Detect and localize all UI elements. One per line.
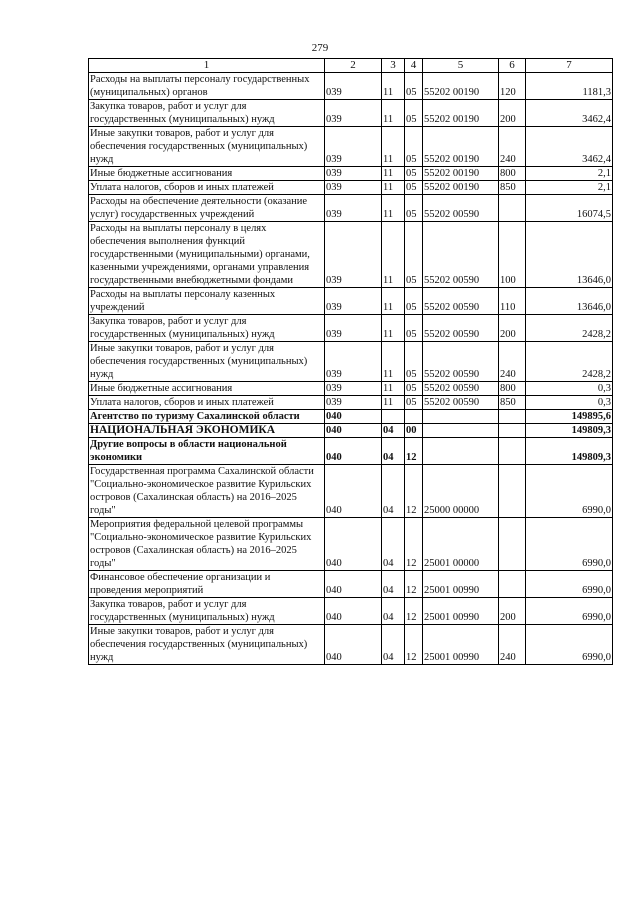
target-item-code: [423, 424, 499, 438]
column-header: 6: [499, 59, 526, 73]
subsection-code: 05: [405, 396, 423, 410]
amount-value: 2,1: [526, 167, 613, 181]
row-description: Расходы на выплаты персоналу в целях обеспечения выполнения функций государственными (муниципальными) органами, казенными учреждениями, органами управления государственными внебюджетными фондами: [89, 222, 325, 288]
table-row: [89, 382, 613, 396]
department-code: 039: [325, 181, 382, 195]
amount-value: 2428,2: [526, 342, 613, 382]
amount-value: 13646,0: [526, 222, 613, 288]
table-row: [89, 342, 613, 382]
row-description: Мероприятия федеральной целевой программы "Социально-экономическое развитие Курильских островов (Сахалинская область) на 2016–2025 годы": [89, 518, 325, 571]
target-item-code: 25001 00990: [423, 625, 499, 665]
table-row: [89, 438, 613, 465]
subsection-code: [405, 410, 423, 424]
section-code: 04: [382, 438, 405, 465]
section-code: 11: [382, 73, 405, 100]
table-row: [89, 100, 613, 127]
target-item-code: [423, 438, 499, 465]
section-code: 11: [382, 342, 405, 382]
row-description: Иные закупки товаров, работ и услуг для обеспечения государственных (муниципальных) нужд: [89, 625, 325, 665]
amount-value: 13646,0: [526, 288, 613, 315]
target-item-code: 55202 00190: [423, 167, 499, 181]
target-item-code: 25001 00000: [423, 518, 499, 571]
row-description: Расходы на обеспечение деятельности (оказание услуг) государственных учреждений: [89, 195, 325, 222]
section-code: 11: [382, 222, 405, 288]
target-item-code: 55202 00190: [423, 127, 499, 167]
target-item-code: 25000 00000: [423, 465, 499, 518]
subsection-code: 12: [405, 571, 423, 598]
amount-value: 3462,4: [526, 127, 613, 167]
row-description: Уплата налогов, сборов и иных платежей: [89, 181, 325, 195]
row-description: Иные закупки товаров, работ и услуг для обеспечения государственных (муниципальных) нужд: [89, 342, 325, 382]
section-code: 04: [382, 465, 405, 518]
column-header: 7: [526, 59, 613, 73]
expense-type-code: 120: [499, 73, 526, 100]
row-description: Иные бюджетные ассигнования: [89, 382, 325, 396]
table-row: [89, 518, 613, 571]
table-row: [89, 598, 613, 625]
amount-value: 0,3: [526, 382, 613, 396]
department-code: 039: [325, 315, 382, 342]
department-code: 040: [325, 465, 382, 518]
department-code: 039: [325, 382, 382, 396]
department-code: 039: [325, 127, 382, 167]
amount-value: 1181,3: [526, 73, 613, 100]
department-code: 040: [325, 518, 382, 571]
target-item-code: 55202 00190: [423, 100, 499, 127]
expense-type-code: 200: [499, 100, 526, 127]
department-code: 040: [325, 598, 382, 625]
subsection-code: 05: [405, 100, 423, 127]
section-code: 11: [382, 127, 405, 167]
section-code: 11: [382, 100, 405, 127]
expense-type-code: [499, 195, 526, 222]
amount-value: 16074,5: [526, 195, 613, 222]
department-code: 040: [325, 410, 382, 424]
target-item-code: 55202 00590: [423, 222, 499, 288]
target-item-code: 55202 00190: [423, 73, 499, 100]
expense-type-code: 200: [499, 598, 526, 625]
section-code: 04: [382, 571, 405, 598]
expense-type-code: [499, 465, 526, 518]
row-description: Другие вопросы в области национальной экономики: [89, 438, 325, 465]
subsection-code: 00: [405, 424, 423, 438]
department-code: 039: [325, 195, 382, 222]
table-row: [89, 396, 613, 410]
target-item-code: 25001 00990: [423, 571, 499, 598]
expense-type-code: [499, 518, 526, 571]
section-code: 11: [382, 382, 405, 396]
section-code: 11: [382, 181, 405, 195]
amount-value: 0,3: [526, 396, 613, 410]
subsection-code: 05: [405, 73, 423, 100]
table-row: [89, 410, 613, 424]
row-description: Агентство по туризму Сахалинской области: [89, 410, 325, 424]
expense-type-code: 240: [499, 625, 526, 665]
row-description: НАЦИОНАЛЬНАЯ ЭКОНОМИКА: [89, 424, 325, 438]
expense-type-code: [499, 410, 526, 424]
row-description: Закупка товаров, работ и услуг для государственных (муниципальных) нужд: [89, 100, 325, 127]
section-code: 04: [382, 518, 405, 571]
section-code: 11: [382, 315, 405, 342]
table-row: [89, 465, 613, 518]
subsection-code: 05: [405, 342, 423, 382]
subsection-code: 05: [405, 127, 423, 167]
expense-type-code: 800: [499, 382, 526, 396]
amount-value: 6990,0: [526, 625, 613, 665]
row-description: Финансовое обеспечение организации и проведения мероприятий: [89, 571, 325, 598]
target-item-code: 55202 00590: [423, 382, 499, 396]
column-header: 4: [405, 59, 423, 73]
amount-value: 149809,3: [526, 424, 613, 438]
amount-value: 149895,6: [526, 410, 613, 424]
row-description: Уплата налогов, сборов и иных платежей: [89, 396, 325, 410]
target-item-code: 55202 00590: [423, 342, 499, 382]
column-header: 2: [325, 59, 382, 73]
target-item-code: 55202 00590: [423, 288, 499, 315]
expense-type-code: [499, 438, 526, 465]
target-item-code: 25001 00990: [423, 598, 499, 625]
table-body: [89, 73, 613, 665]
table-row: [89, 315, 613, 342]
expense-type-code: [499, 424, 526, 438]
target-item-code: 55202 00590: [423, 396, 499, 410]
department-code: 039: [325, 396, 382, 410]
department-code: 039: [325, 73, 382, 100]
table-row: [89, 625, 613, 665]
expense-type-code: 240: [499, 127, 526, 167]
amount-value: 2428,2: [526, 315, 613, 342]
table-row: [89, 222, 613, 288]
expense-type-code: 110: [499, 288, 526, 315]
subsection-code: 05: [405, 315, 423, 342]
section-code: 04: [382, 424, 405, 438]
section-code: 04: [382, 625, 405, 665]
subsection-code: 12: [405, 518, 423, 571]
amount-value: 6990,0: [526, 518, 613, 571]
budget-table: [88, 58, 613, 665]
expense-type-code: 800: [499, 167, 526, 181]
target-item-code: 55202 00190: [423, 181, 499, 195]
expense-type-code: 100: [499, 222, 526, 288]
table-row: [89, 288, 613, 315]
section-code: [382, 410, 405, 424]
subsection-code: 12: [405, 625, 423, 665]
row-description: Иные закупки товаров, работ и услуг для обеспечения государственных (муниципальных) нужд: [89, 127, 325, 167]
department-code: 040: [325, 424, 382, 438]
subsection-code: 12: [405, 438, 423, 465]
table-row: [89, 167, 613, 181]
expense-type-code: 850: [499, 181, 526, 195]
section-code: 11: [382, 195, 405, 222]
row-description: Расходы на выплаты персоналу государственных (муниципальных) органов: [89, 73, 325, 100]
department-code: 039: [325, 222, 382, 288]
expense-type-code: 850: [499, 396, 526, 410]
department-code: 039: [325, 342, 382, 382]
section-code: 11: [382, 288, 405, 315]
row-description: Государственная программа Сахалинской области "Социально-экономическое развитие Курильских островов (Сахалинская область) на 2016–2025 годы": [89, 465, 325, 518]
department-code: 039: [325, 167, 382, 181]
department-code: 040: [325, 438, 382, 465]
target-item-code: [423, 410, 499, 424]
expense-type-code: [499, 571, 526, 598]
row-description: Закупка товаров, работ и услуг для государственных (муниципальных) нужд: [89, 598, 325, 625]
subsection-code: 05: [405, 288, 423, 315]
subsection-code: 12: [405, 598, 423, 625]
table-row: [89, 195, 613, 222]
amount-value: 6990,0: [526, 465, 613, 518]
section-code: 04: [382, 598, 405, 625]
department-code: 040: [325, 571, 382, 598]
column-header: 3: [382, 59, 405, 73]
subsection-code: 05: [405, 195, 423, 222]
row-description: Закупка товаров, работ и услуг для государственных (муниципальных) нужд: [89, 315, 325, 342]
row-description: Расходы на выплаты персоналу казенных учреждений: [89, 288, 325, 315]
table-row: [89, 127, 613, 167]
expense-type-code: 240: [499, 342, 526, 382]
amount-value: 6990,0: [526, 571, 613, 598]
subsection-code: 05: [405, 382, 423, 396]
column-header: 5: [423, 59, 499, 73]
table-row: [89, 424, 613, 438]
table-row: [89, 181, 613, 195]
row-description: Иные бюджетные ассигнования: [89, 167, 325, 181]
amount-value: 149809,3: [526, 438, 613, 465]
department-code: 039: [325, 100, 382, 127]
expense-type-code: 200: [499, 315, 526, 342]
subsection-code: 12: [405, 465, 423, 518]
section-code: 11: [382, 167, 405, 181]
department-code: 040: [325, 625, 382, 665]
department-code: 039: [325, 288, 382, 315]
subsection-code: 05: [405, 181, 423, 195]
table-row: [89, 73, 613, 100]
amount-value: 2,1: [526, 181, 613, 195]
subsection-code: 05: [405, 222, 423, 288]
section-code: 11: [382, 396, 405, 410]
target-item-code: 55202 00590: [423, 315, 499, 342]
table-row: [89, 571, 613, 598]
target-item-code: 55202 00590: [423, 195, 499, 222]
subsection-code: 05: [405, 167, 423, 181]
amount-value: 3462,4: [526, 100, 613, 127]
amount-value: 6990,0: [526, 598, 613, 625]
table-header-row: [89, 59, 613, 73]
column-header: 1: [89, 59, 325, 73]
page-number: 279: [311, 42, 329, 54]
